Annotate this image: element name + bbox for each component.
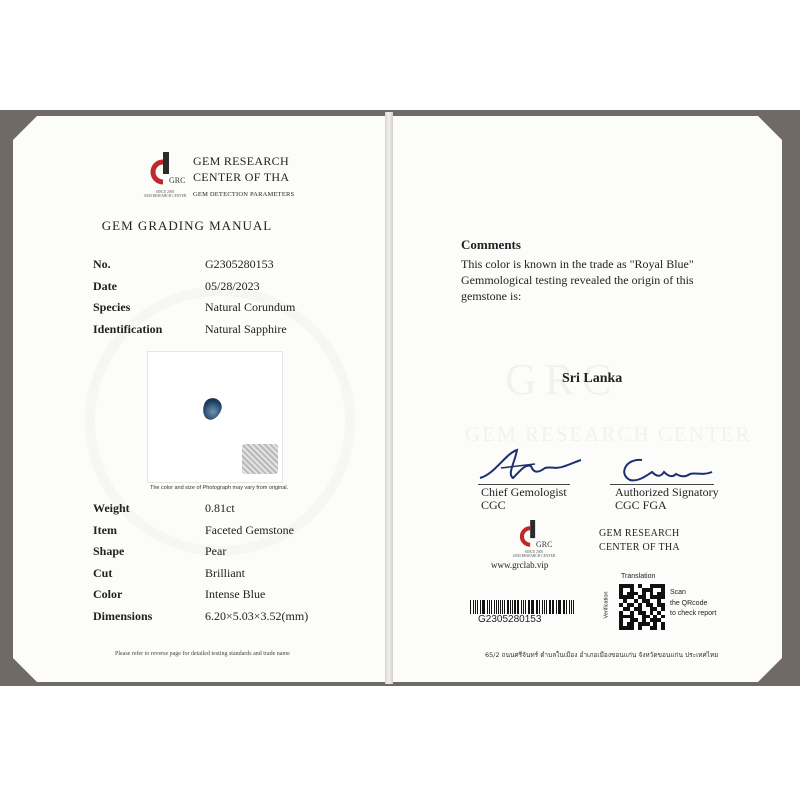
- field-label: No.: [93, 257, 111, 271]
- field-value: G2305280153: [205, 257, 274, 271]
- field-value: Intense Blue: [205, 587, 266, 601]
- qr-block[interactable]: [603, 584, 665, 632]
- barcode-bar: [552, 600, 554, 614]
- field-value: Pear: [205, 544, 227, 558]
- barcode-bar: [564, 600, 565, 614]
- logo-since: SINCE 2005: [155, 190, 175, 194]
- reverse-page-note: Please refer to reverse page for detailed testing standards and trade name: [115, 651, 290, 657]
- comments-heading: Comments: [461, 237, 521, 252]
- field-label: Shape: [93, 544, 125, 558]
- verification-label: Verification: [603, 591, 610, 619]
- barcode-bar: [556, 600, 557, 614]
- barcode-bar: [558, 600, 559, 614]
- barcode-bar: [566, 600, 567, 614]
- barcode-bar: [544, 600, 545, 614]
- qr-note-2: the QRcode: [670, 599, 708, 607]
- authorized-title: Authorized Signatory: [615, 485, 719, 499]
- field-value: Natural Corundum: [205, 300, 296, 314]
- field-value: 05/28/2023: [205, 278, 260, 293]
- field-label: Dimensions: [93, 608, 153, 623]
- barcode-bar: [502, 600, 503, 614]
- barcode-bar: [504, 600, 505, 614]
- qr-module: [661, 626, 665, 630]
- grc-logo-right: [512, 520, 556, 558]
- barcode-bar: [537, 600, 538, 614]
- barcode-bar: [532, 600, 533, 614]
- org-line-1: GEM RESEARCH: [193, 154, 289, 168]
- field-label: Item: [93, 522, 117, 537]
- logo-name-right: GEM RESEARCH CENTER: [512, 554, 556, 558]
- field-value: 0.81ct: [205, 501, 235, 515]
- website-link[interactable]: www.grclab.vip: [491, 560, 549, 570]
- barcode-bar: [498, 600, 499, 614]
- barcode-bar: [473, 600, 474, 614]
- barcode-bar: [569, 600, 570, 614]
- comment-line-1: This color is known in the trade as "Royal Blue": [461, 257, 694, 271]
- lab-address: 65/2 ถนนศรีจันทร์ ตำบลในเมือง อำเภอเมืองขอนแก่น จังหวัดขอนแก่น ประเทศไทย: [485, 651, 719, 659]
- barcode-bar: [477, 600, 478, 614]
- barcode-bar: [550, 600, 551, 614]
- barcode-bar: [542, 600, 543, 614]
- field-value: 6.20×5.03×3.52(mm): [205, 608, 309, 623]
- barcode-bar: [470, 600, 471, 614]
- logo-text-right: GRC: [536, 540, 553, 549]
- barcode-bar: [510, 600, 511, 614]
- barcode-bar: [573, 600, 574, 614]
- field-label: Color: [93, 587, 123, 601]
- barcode-bar: [539, 600, 540, 614]
- barcode: [470, 600, 576, 614]
- barcode-bar: [518, 600, 519, 614]
- field-label: Cut: [93, 565, 113, 580]
- chief-signature: [475, 444, 585, 486]
- field-label: Species: [93, 300, 131, 314]
- barcode-bar: [536, 600, 537, 614]
- barcode-bar: [482, 600, 483, 614]
- origin-value: Sri Lanka: [562, 371, 623, 386]
- barcode-bar: [528, 600, 530, 614]
- org-line-2: CENTER OF THA: [193, 170, 290, 184]
- logo-text: GRC: [169, 176, 186, 185]
- barcode-bar: [491, 600, 492, 614]
- photo-caption: The color and size of Photograph may vary from original.: [150, 485, 289, 491]
- barcode-bar: [523, 600, 524, 614]
- qr-note-3: to check report: [670, 610, 717, 617]
- comment-line-2: Gemmological testing revealed the origin of this: [461, 273, 694, 287]
- grc-logo: [143, 152, 187, 198]
- barcode-bar: [559, 600, 560, 614]
- qr-title: Translation: [621, 573, 656, 580]
- barcode-bar: [483, 600, 485, 614]
- comment-line-3: gemstone is:: [461, 289, 522, 303]
- field-label: Date: [93, 278, 117, 293]
- chief-org: CGC: [481, 498, 506, 512]
- spine: [385, 112, 393, 684]
- chief-signature-label: [481, 486, 567, 512]
- qr-code-icon[interactable]: [619, 584, 665, 630]
- org-line-2-right: CENTER OF THA: [599, 542, 680, 553]
- field-label: Weight: [93, 501, 130, 515]
- barcode-bar: [480, 600, 481, 614]
- barcode-bar: [517, 600, 518, 614]
- corner-bottom-right: [758, 658, 782, 682]
- field-label: Identification: [93, 321, 163, 336]
- field-value: Natural Sapphire: [205, 321, 287, 336]
- org-name: [193, 153, 294, 203]
- barcode-bar: [489, 600, 490, 614]
- hologram-sticker: [242, 444, 278, 474]
- barcode-bar: [500, 600, 501, 614]
- org-line-1-right: GEM RESEARCH: [599, 528, 680, 539]
- barcode-bar: [512, 600, 513, 614]
- barcode-bar: [496, 600, 497, 614]
- corner-top-right: [758, 116, 782, 140]
- barcode-bar: [514, 600, 515, 614]
- barcode-bar: [531, 600, 532, 614]
- barcode-bar: [546, 600, 547, 614]
- barcode-bar: [507, 600, 509, 614]
- document-title: GEM GRADING MANUAL: [101, 218, 273, 233]
- barcode-bar: [525, 600, 526, 614]
- barcode-number: G2305280153: [478, 614, 542, 625]
- gem-photo: [148, 352, 282, 482]
- barcode-bar: [521, 600, 522, 614]
- qr-note: [670, 588, 716, 620]
- field-value: Faceted Gemstone: [205, 522, 294, 537]
- org-name-right: [599, 527, 680, 555]
- corner-top-left: [13, 116, 37, 140]
- barcode-bar: [475, 600, 476, 614]
- barcode-bar: [494, 600, 495, 614]
- authorized-signature: [612, 452, 722, 488]
- barcode-bar: [487, 600, 488, 614]
- gemstone-image: [200, 396, 224, 423]
- org-subtitle: GEM DETECTION PARAMETERS: [193, 191, 295, 198]
- barcode-bar: [571, 600, 572, 614]
- barcode-bar: [549, 600, 550, 614]
- corner-bottom-left: [13, 658, 37, 682]
- chief-title: Chief Gemologist: [481, 485, 567, 499]
- logo-name: GEM RESEARCH CENTER: [143, 194, 187, 198]
- logo-since-right: SINCE 2005: [524, 550, 544, 554]
- field-value: Brilliant: [205, 565, 245, 580]
- authorized-org: CGC FGA: [615, 498, 667, 512]
- authorized-signature-label: [615, 486, 719, 512]
- qr-note-1: Scan: [670, 589, 686, 596]
- barcode-bar: [563, 600, 564, 614]
